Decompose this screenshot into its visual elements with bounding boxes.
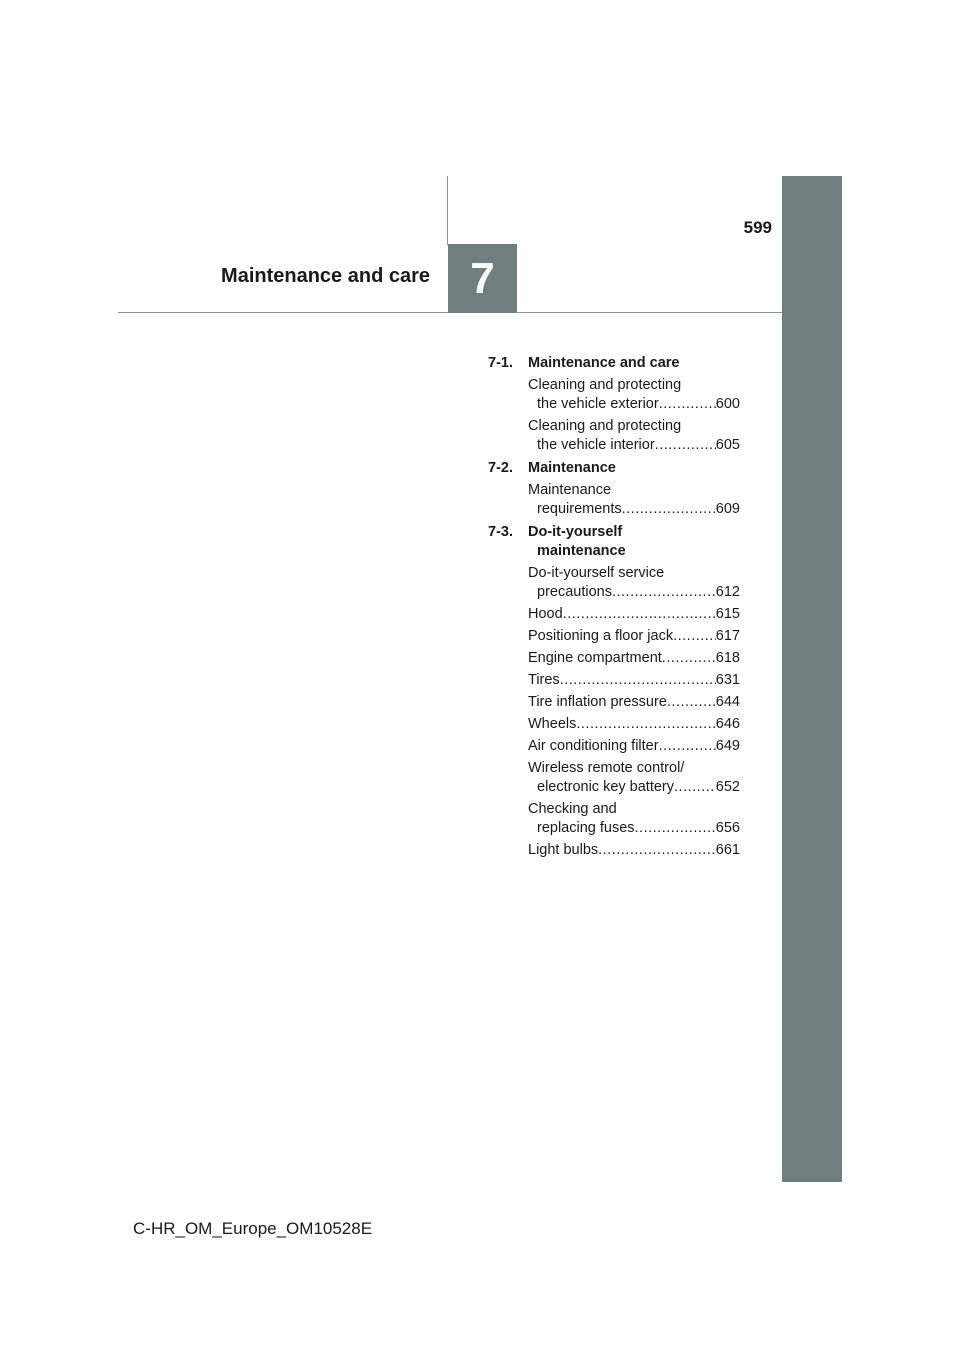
toc-entry[interactable] <box>488 627 740 646</box>
chapter-title: Maintenance and care <box>221 265 430 287</box>
toc-page-number: 652 <box>715 779 740 795</box>
toc-page-number: 661 <box>715 842 740 858</box>
dot-leader <box>612 583 716 602</box>
toc-page-number: 600 <box>715 396 740 412</box>
toc-entry-line <box>528 500 740 519</box>
toc-page-number: 615 <box>715 606 740 622</box>
toc-section-number: 7-2. <box>488 460 513 476</box>
toc-entry-title: Hood <box>528 606 563 622</box>
dot-leader <box>622 500 716 519</box>
toc-section-number: 7-1. <box>488 355 513 371</box>
toc-entry-title: Maintenance <box>528 482 612 498</box>
toc-entry-title: Light bulbs <box>528 842 599 858</box>
toc-entry[interactable] <box>488 737 740 756</box>
toc-entry-line <box>528 841 740 860</box>
toc-entry-title: Checking and <box>528 801 617 817</box>
toc-page-number: 646 <box>715 716 740 732</box>
toc-entry[interactable] <box>488 693 740 712</box>
dot-leader <box>659 737 716 756</box>
toc-entry-title: Engine compartment <box>528 650 662 666</box>
toc-section-heading <box>488 459 740 478</box>
toc-entry-title: requirements <box>537 501 622 517</box>
toc-entry-title: the vehicle interior <box>537 437 655 453</box>
toc-entry-title: replacing fuses <box>537 820 635 836</box>
toc-entry-title: Tires <box>528 672 560 688</box>
toc-entry[interactable] <box>488 605 740 624</box>
toc-page-number: 612 <box>715 584 740 600</box>
toc-entry[interactable] <box>488 800 740 838</box>
toc-entry-title: precautions <box>537 584 612 600</box>
toc-entry-line <box>528 778 740 797</box>
toc-entry-line <box>528 605 740 624</box>
toc-entry-line <box>528 737 740 756</box>
dot-leader <box>563 605 716 624</box>
dot-leader <box>576 715 715 734</box>
toc-page-number: 617 <box>715 628 740 644</box>
toc-entry[interactable] <box>488 759 740 797</box>
dot-leader <box>662 649 716 668</box>
dot-leader <box>674 778 716 797</box>
toc-page-number: 631 <box>715 672 740 688</box>
toc-entry-title: electronic key battery <box>537 779 675 795</box>
toc-entry-line <box>528 436 740 455</box>
toc-entry-title: Tire inflation pressure <box>528 694 667 710</box>
toc-entry-line <box>528 671 740 690</box>
toc-entry-line <box>528 649 740 668</box>
toc-entry-title: Wireless remote control/ <box>528 760 685 776</box>
toc-page-number: 609 <box>715 501 740 517</box>
toc-entry-line <box>528 627 740 646</box>
toc-section-title: Do-it-yourself <box>528 524 623 540</box>
toc-entry-title: Do-it-yourself service <box>528 565 665 581</box>
dot-leader <box>560 671 716 690</box>
dot-leader <box>655 436 716 455</box>
document-id: C-HR_OM_Europe_OM10528E <box>133 1219 373 1238</box>
toc-entry[interactable] <box>488 376 740 414</box>
toc-section-title: Maintenance <box>528 460 616 476</box>
toc-entry[interactable] <box>488 671 740 690</box>
toc-page-number: 618 <box>715 650 740 666</box>
toc-page-number: 656 <box>715 820 740 836</box>
toc-entry-title: Air conditioning filter <box>528 738 659 754</box>
toc-entry[interactable] <box>488 649 740 668</box>
toc-section-title: maintenance <box>537 543 626 559</box>
toc-section-title: Maintenance and care <box>528 355 680 371</box>
toc-page-number: 644 <box>715 694 740 710</box>
page-number: 599 <box>743 218 772 237</box>
toc-entry-line <box>528 715 740 734</box>
dot-leader <box>673 627 716 646</box>
dot-leader <box>667 693 716 712</box>
toc-entry-title: Wheels <box>528 716 577 732</box>
toc-entry-line <box>528 693 740 712</box>
header-vertical-rule <box>447 176 448 245</box>
toc-section-heading <box>488 354 740 373</box>
toc-page-number: 649 <box>715 738 740 754</box>
chapter-thumb-tab <box>782 176 842 1182</box>
toc-section-number: 7-3. <box>488 524 513 540</box>
dot-leader <box>659 395 716 414</box>
dot-leader <box>635 819 716 838</box>
toc-entry-title: Cleaning and protecting <box>528 377 682 393</box>
toc-entry-title: Positioning a floor jack <box>528 628 674 644</box>
toc-entry-title: Cleaning and protecting <box>528 418 682 434</box>
table-of-contents <box>488 354 740 860</box>
toc-entry[interactable] <box>488 715 740 734</box>
dot-leader <box>598 841 716 860</box>
toc-entry-line <box>528 583 740 602</box>
toc-entry[interactable] <box>488 841 740 860</box>
toc-page-number: 605 <box>715 437 740 453</box>
toc-section-heading <box>488 523 740 561</box>
chapter-number: 7 <box>470 253 495 303</box>
toc-entry-line <box>528 395 740 414</box>
chapter-number-box <box>448 244 517 313</box>
toc-entry[interactable] <box>488 481 740 519</box>
toc-entry[interactable] <box>488 417 740 455</box>
toc-entry-line <box>528 819 740 838</box>
toc-entry-title: the vehicle exterior <box>537 396 659 412</box>
toc-entry[interactable] <box>488 564 740 602</box>
